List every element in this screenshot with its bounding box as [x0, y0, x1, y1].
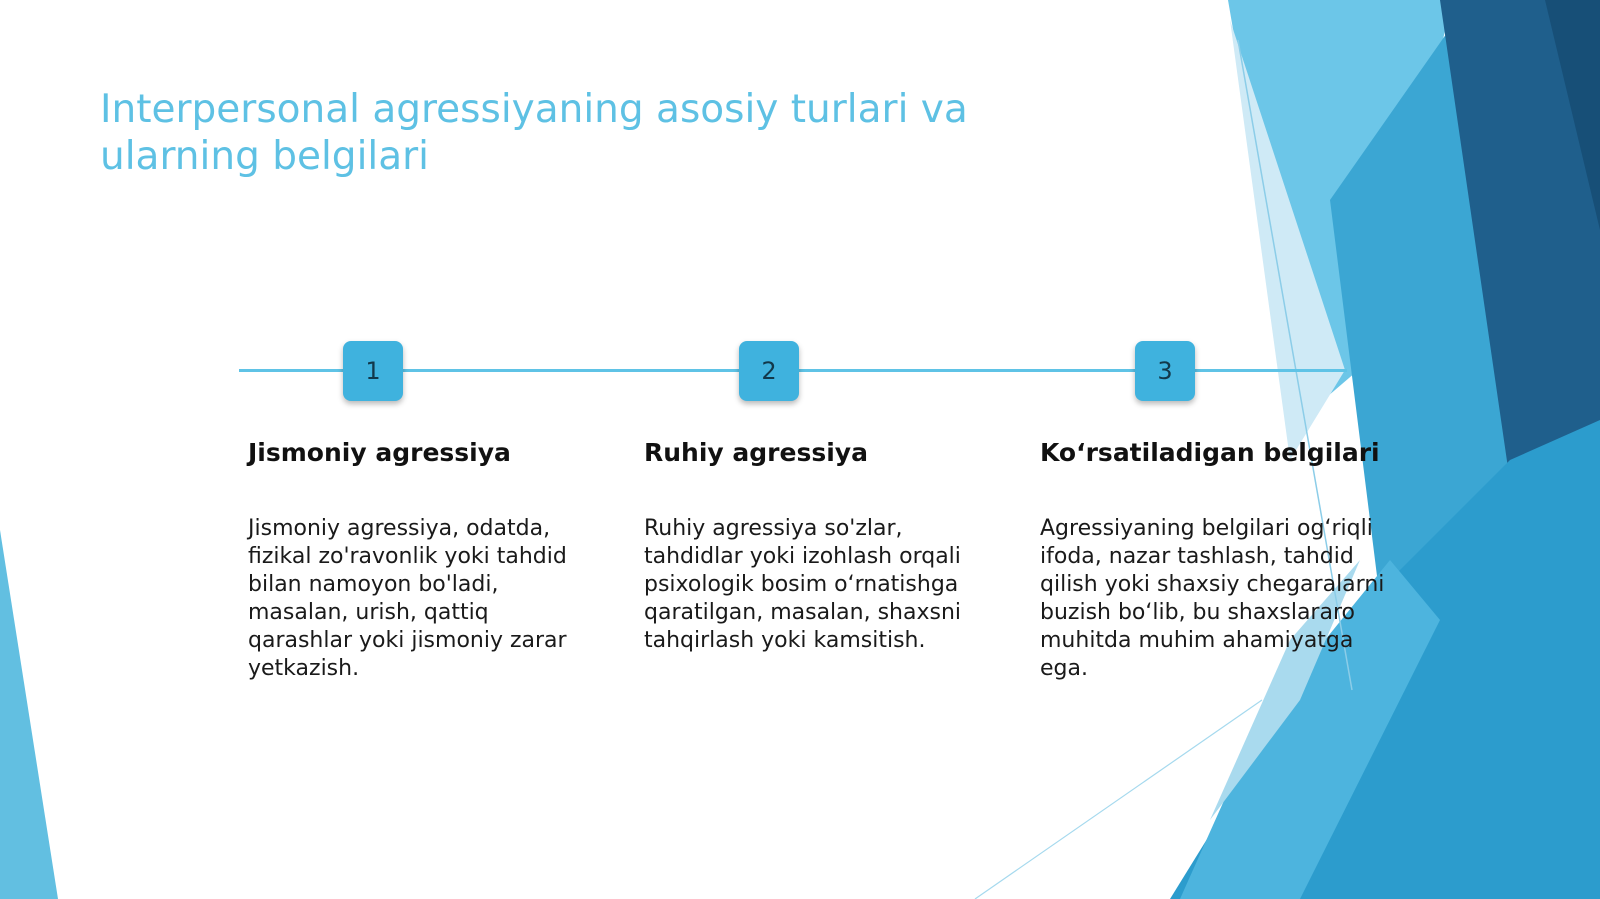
- left-accent-shape: [0, 530, 58, 899]
- step-1-heading: Jismoniy agressiya: [248, 438, 511, 467]
- step-2-text: Ruhiy agressiya so'zlar, tahdidlar yoki izohlash orqali psixologik bosim o‘rnatishga qaratilgan, masalan, shaxsni tahqirlash yoki kamsitish.: [644, 516, 962, 653]
- step-1-column: [248, 437, 578, 683]
- step-2-marker: 2: [739, 341, 799, 401]
- step-3-heading: Ko‘rsatiladigan belgilari: [1040, 438, 1380, 467]
- slide-title: Interpersonal agressiyaning asosiy turlari va ularning belgilari: [100, 87, 968, 179]
- step-3-column: [1040, 437, 1385, 683]
- step-2-heading: Ruhiy agressiya: [644, 438, 868, 467]
- step-1-text: Jismoniy agressiya, odatda, fizikal zo'ravonlik yoki tahdid bilan namoyon bo'ladi, masalan, urish, qattiq qarashlar yoki jismoniy zarar yetkazish.: [248, 516, 567, 681]
- step-1-marker: 1: [343, 341, 403, 401]
- step-2-column: [644, 437, 974, 655]
- step-3-marker: 3: [1135, 341, 1195, 401]
- step-3-text: Agressiyaning belgilari og‘riqli ifoda, nazar tashlash, tahdid qilish yoki shaxsiy chegaralarni buzish bo‘lib, bu shaxslararo muhitda muhim ahamiyatga ega.: [1040, 516, 1385, 681]
